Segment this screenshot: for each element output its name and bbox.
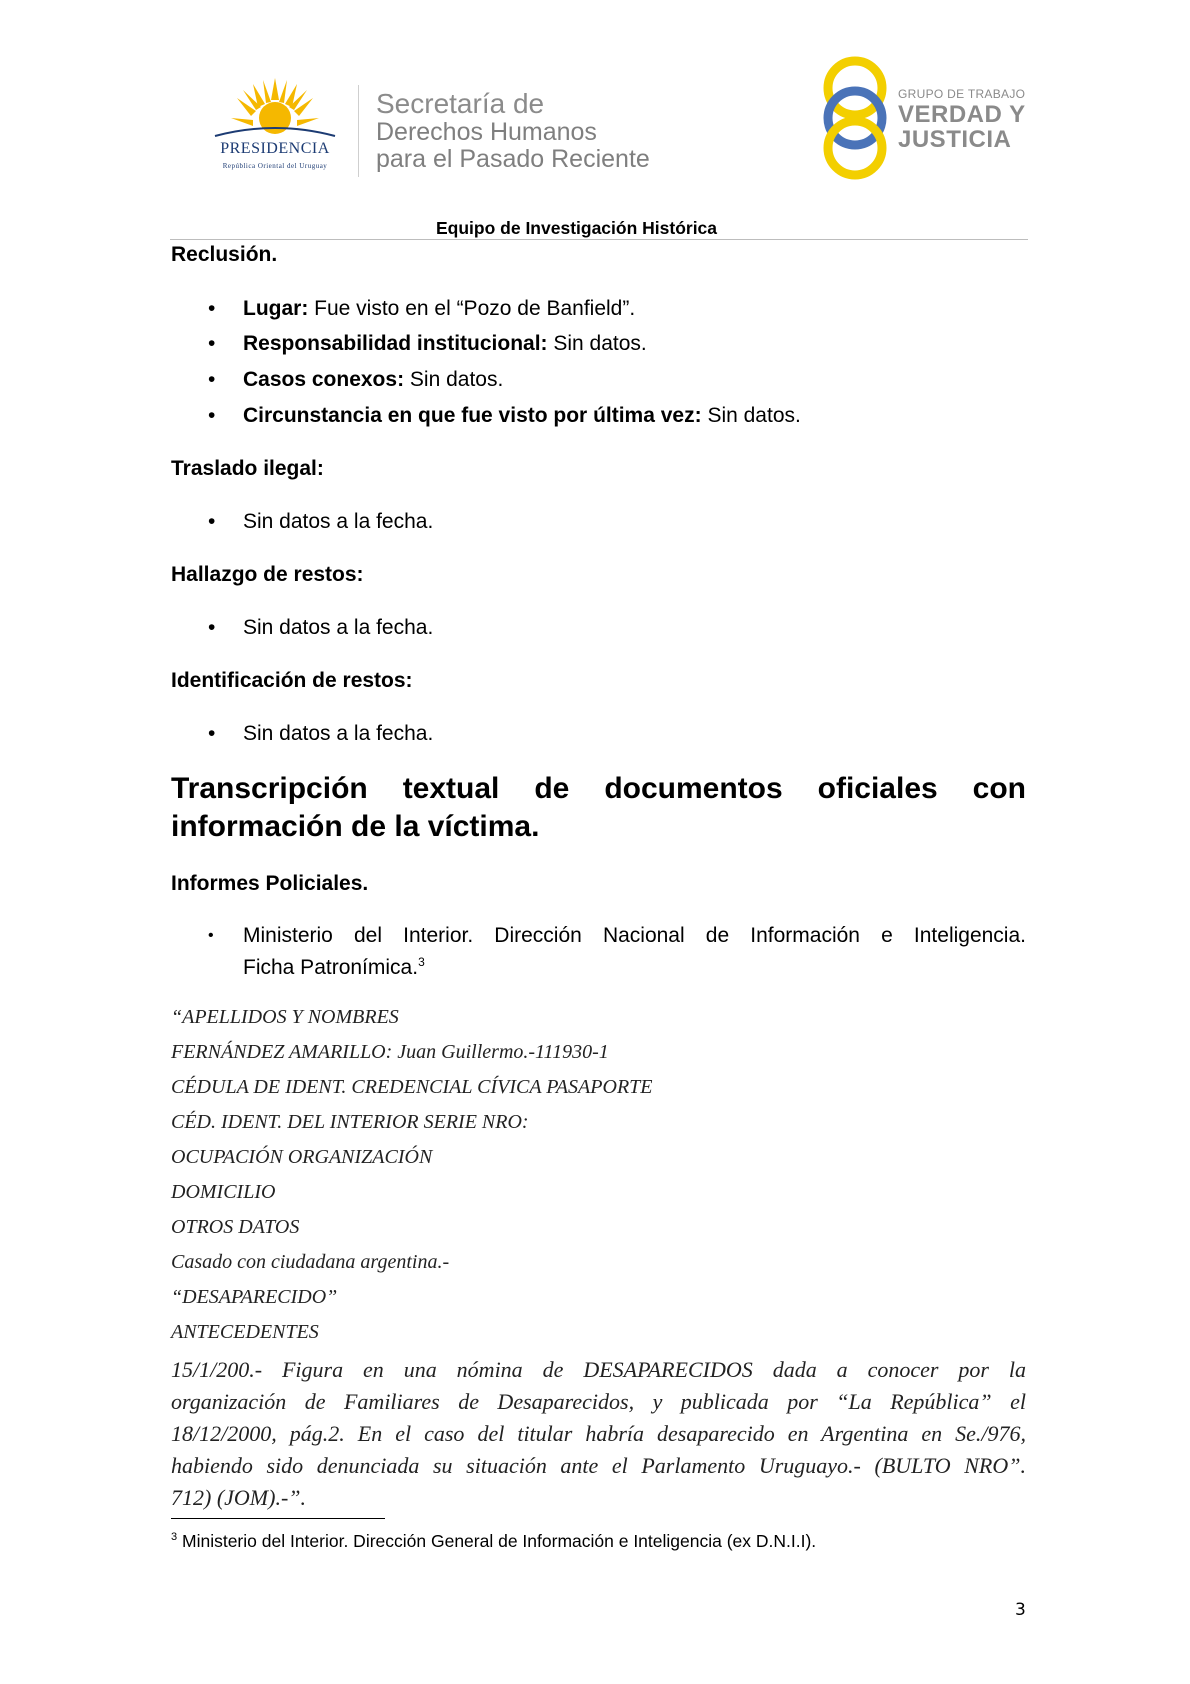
- heading-identificacion: Identificación de restos:: [171, 669, 413, 692]
- gtvj-subtitle: GRUPO DE TRABAJO: [898, 87, 1026, 101]
- header-rule: [170, 239, 1028, 240]
- bullet-icon: •: [208, 368, 216, 391]
- page-number: 3: [1015, 1600, 1026, 1620]
- heading-traslado: Traslado ilegal:: [171, 457, 324, 480]
- bullet-icon: •: [208, 332, 216, 355]
- secretaria-line-1: Secretaría de: [376, 88, 545, 119]
- gtvj-title-line-1: VERDAD Y: [898, 101, 1026, 128]
- presidencia-logo: [195, 78, 355, 178]
- paragraph-line: organización de Familiares de Desaparecidos, y publicada por “La República” el: [171, 1389, 1026, 1414]
- ficha-line: “DESAPARECIDO”: [171, 1286, 338, 1308]
- gtvj-logo: [820, 55, 1040, 180]
- list-item: [243, 367, 503, 393]
- footnote-rule: [171, 1518, 385, 1519]
- footnote-text: Ministerio del Interior. Dirección General de Información e Inteligencia (ex D.N.I.I).: [182, 1531, 817, 1551]
- header-divider: [358, 85, 359, 177]
- list-item: [243, 331, 647, 357]
- item-label: Circunstancia en que fue visto por última vez:: [243, 404, 702, 427]
- presidencia-subtitle: República Oriental del Uruguay: [222, 162, 328, 170]
- sun-icon: [195, 78, 355, 144]
- team-label: Equipo de Investigación Histórica: [436, 218, 718, 238]
- list-item: Sin datos a la fecha.: [243, 722, 434, 745]
- section-title: [171, 770, 1026, 846]
- heading-hallazgo: Hallazgo de restos:: [171, 563, 364, 586]
- secretaria-line-3: para el Pasado Reciente: [376, 145, 650, 173]
- list-item: [243, 296, 635, 322]
- item-label: Lugar:: [243, 297, 309, 320]
- bullet-icon: •: [208, 722, 216, 745]
- presidencia-wordmark: PRESIDENCIA: [220, 140, 330, 157]
- bullet-icon: •: [208, 616, 216, 639]
- heading-informes-policiales: Informes Policiales.: [171, 872, 369, 895]
- bullet-icon: •: [208, 297, 216, 320]
- list-item: Sin datos a la fecha.: [243, 616, 434, 639]
- list-item: [243, 403, 801, 429]
- item-text: Sin datos.: [547, 332, 647, 355]
- ficha-line: ANTECEDENTES: [171, 1321, 319, 1343]
- ficha-line: OCUPACIÓN ORGANIZACIÓN: [171, 1146, 433, 1168]
- ministerio-line-1: Ministerio del Interior. Dirección Nacional de Información e Inteligencia.: [243, 924, 1026, 947]
- item-text: Fue visto en el “Pozo de Banfield”.: [308, 297, 636, 320]
- ficha-line: FERNÁNDEZ AMARILLO: Juan Guillermo.-111930-1: [171, 1041, 609, 1063]
- paragraph-line: 712) (JOM).-”.: [171, 1485, 307, 1510]
- secretaria-line-2: Derechos Humanos: [376, 118, 597, 146]
- list-item: Sin datos a la fecha.: [243, 510, 434, 533]
- ficha-line: OTROS DATOS: [171, 1216, 300, 1238]
- paragraph-line: 18/12/2000, pág.2. En el caso del titular habría desaparecido en Argentina en Se./976,: [171, 1421, 1026, 1446]
- ficha-line: CÉD. IDENT. DEL INTERIOR SERIE NRO:: [171, 1111, 529, 1133]
- paragraph-line: 15/1/200.- Figura en una nómina de DESAPARECIDOS dada a conocer por la: [171, 1357, 1026, 1382]
- ficha-line: DOMICILIO: [171, 1181, 276, 1203]
- secretaria-logo-text: [376, 88, 650, 173]
- ficha-line: “APELLIDOS Y NOMBRES: [171, 1006, 399, 1028]
- antecedentes-paragraph: [171, 1354, 1026, 1514]
- footnote-reference: 3: [418, 955, 425, 969]
- bullet-icon: •: [208, 510, 216, 533]
- ficha-line: Casado con ciudadana argentina.-: [171, 1251, 450, 1273]
- paragraph-line: habiendo sido denunciada su situación ante el Parlamento Uruguayo.- (BULTO NRO”.: [171, 1453, 1026, 1478]
- ministerio-line-2-text: Ficha Patronímica.: [243, 956, 419, 979]
- ficha-line: CÉDULA DE IDENT. CREDENCIAL CÍVICA PASAPORTE: [171, 1076, 653, 1098]
- item-label: Responsabilidad institucional:: [243, 332, 548, 355]
- item-text: Sin datos.: [701, 404, 801, 427]
- section-title-line-1: Transcripción textual de documentos oficiales con: [171, 772, 1026, 805]
- heading-reclusion: Reclusión.: [171, 243, 278, 266]
- ministerio-line-2: [243, 952, 425, 984]
- interlocked-rings-icon: [820, 55, 900, 180]
- bullet-icon: •: [208, 404, 216, 427]
- gtvj-title-line-2: JUSTICIA: [898, 126, 1012, 153]
- section-title-line-2: información de la víctima.: [171, 810, 540, 843]
- item-label: Casos conexos:: [243, 368, 405, 391]
- footnote: [171, 1530, 816, 1552]
- footnote-number: 3: [171, 1531, 178, 1544]
- bullet-icon: •: [208, 927, 214, 944]
- item-text: Sin datos.: [404, 368, 504, 391]
